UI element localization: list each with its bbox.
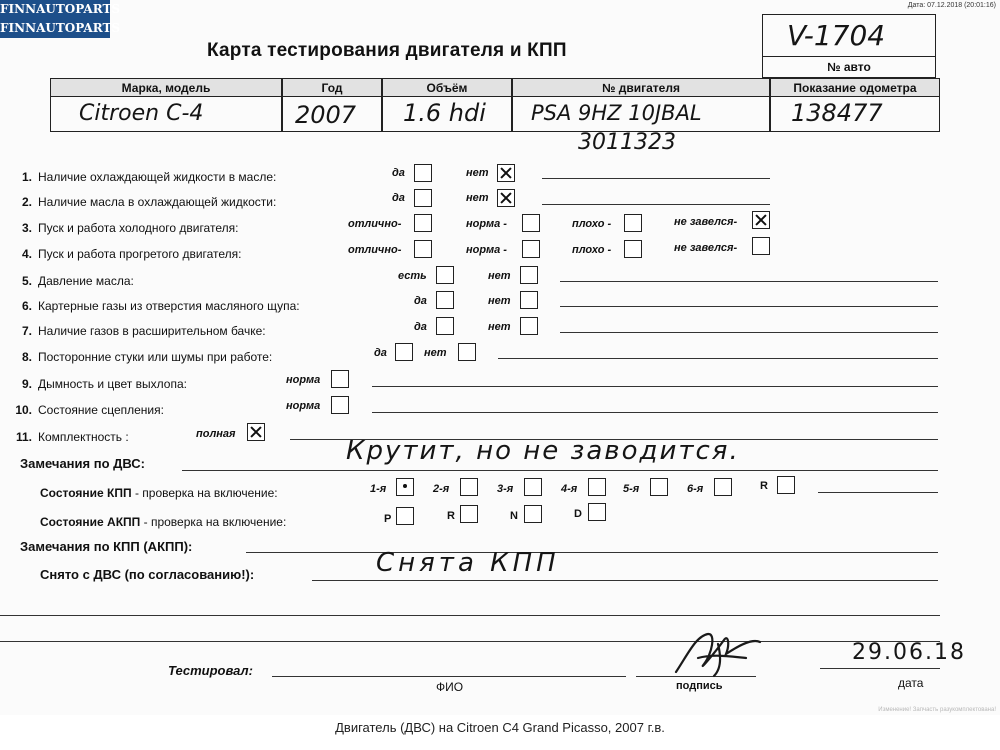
q1-da-checkbox[interactable] (414, 164, 432, 182)
q6-net-label: нет (488, 295, 511, 307)
question-text: Дымность и цвет выхлопа: (38, 377, 187, 391)
q3-ploho-checkbox[interactable] (624, 214, 642, 232)
faint-footer: Изменение! Запчасть разукомплектована! (878, 707, 996, 713)
question-number: 7. (21, 324, 32, 338)
value-engine-number: PSA 9HZ 10JBAL (531, 101, 702, 125)
q3-otlichno-label: отлично- (348, 218, 402, 230)
gear-2-label: 2-я (433, 483, 450, 495)
gear-r-label: R (760, 480, 768, 492)
q4-ne-zavelsya-label: не завелся- (674, 242, 738, 254)
q5-net-checkbox[interactable] (520, 266, 538, 284)
gear-2-checkbox[interactable] (460, 478, 478, 496)
signature-label: подпись (676, 680, 723, 692)
gear-4-checkbox[interactable] (588, 478, 606, 496)
fio-label: ФИО (436, 680, 464, 694)
question-6 (12, 299, 300, 313)
q5-est-checkbox[interactable] (436, 266, 454, 284)
q1-comment-line (542, 178, 770, 179)
stamp-date: Дата: 07.12.2018 (20:01:16) (907, 2, 996, 9)
kpp-comment-line (818, 492, 938, 493)
akpp-d-label: D (574, 508, 582, 520)
tested-label: Тестировал: (168, 663, 253, 678)
kpp-label-rest: - проверка на включение: (131, 486, 278, 500)
q3-norma-checkbox[interactable] (522, 214, 540, 232)
q3-ne-zavelsya-label: не завелся- (674, 216, 738, 228)
q4-norma-label: норма - (466, 244, 507, 256)
q5-est-label: есть (398, 270, 427, 282)
question-text: Комплектность : (38, 430, 129, 444)
q7-da-label: да (414, 321, 427, 333)
question-10 (12, 403, 164, 417)
q9-comment-line (372, 386, 938, 387)
question-text: Наличие охлаждающей жидкости в масле: (38, 170, 277, 184)
q2-da-checkbox[interactable] (414, 189, 432, 207)
cell-engine-number (512, 96, 770, 132)
q3-ne-zavelsya-checkbox[interactable] (752, 211, 770, 229)
q7-net-label: нет (488, 321, 511, 333)
q8-net-checkbox[interactable] (458, 343, 476, 361)
site-logo (0, 0, 121, 38)
auto-number-label: № авто (763, 56, 935, 77)
date-value: 29.06.18 (852, 640, 966, 665)
akpp-label-rest: - проверка на включение: (140, 515, 287, 529)
auto-number-value: V-1704 (787, 19, 886, 52)
question-number: 9. (21, 377, 32, 391)
remarks-engine-value: Крутит, но не заводится. (346, 436, 740, 466)
question-7 (12, 324, 266, 338)
question-3 (12, 221, 238, 235)
q8-comment-line (498, 358, 938, 359)
form-title: Карта тестирования двигателя и КПП (207, 40, 567, 61)
remarks-kpp-label: Замечания по КПП (АКПП): (20, 539, 193, 554)
header-make-model: Марка, модель (50, 78, 282, 97)
gear-3-checkbox[interactable] (524, 478, 542, 496)
q8-net-label: нет (424, 347, 447, 359)
q10-comment-line (372, 412, 938, 413)
auto-number-box (762, 14, 936, 78)
q4-ploho-checkbox[interactable] (624, 240, 642, 258)
q2-da-label: да (392, 192, 405, 204)
q5-net-label: нет (488, 270, 511, 282)
q8-da-label: да (374, 347, 387, 359)
q1-net-checkbox[interactable] (497, 164, 515, 182)
q2-net-label: нет (466, 192, 489, 204)
question-text: Давление масла: (38, 274, 134, 288)
extra-line-2 (0, 641, 940, 642)
q2-comment-line (542, 204, 770, 205)
q1-da-label: да (392, 167, 405, 179)
question-number: 2. (21, 195, 32, 209)
extra-line-1 (0, 615, 940, 616)
q6-comment-line (560, 306, 938, 307)
image-caption: Двигатель (ДВС) на Citroen C4 Grand Picasso, 2007 г.в. (335, 720, 665, 735)
q7-net-checkbox[interactable] (520, 317, 538, 335)
q4-ne-zavelsya-checkbox[interactable] (752, 237, 770, 255)
q5-comment-line (560, 281, 938, 282)
question-number: 6. (21, 299, 32, 313)
akpp-n-checkbox[interactable] (524, 505, 542, 523)
akpp-d-checkbox[interactable] (588, 503, 606, 521)
question-1 (12, 170, 276, 184)
question-text: Картерные газы из отверстия масляного щупа: (38, 299, 300, 313)
value-engine-extra: 3011323 (578, 130, 676, 155)
question-number: 8. (21, 350, 32, 364)
logo-line-2: FINNAUTOPARTS (0, 21, 121, 35)
kpp-check-label (40, 486, 278, 500)
question-2 (12, 195, 276, 209)
akpp-check-label (40, 515, 286, 529)
q11-polnaya-checkbox[interactable] (247, 423, 265, 441)
gear-1-label: 1-я (370, 483, 387, 495)
kpp-label-bold: Состояние КПП (40, 486, 132, 500)
value-odometer: 138477 (791, 99, 883, 127)
value-volume: 1.6 hdi (403, 99, 486, 127)
q7-da-checkbox[interactable] (436, 317, 454, 335)
date-line (820, 668, 940, 669)
fio-line (272, 676, 626, 677)
q11-polnaya-label: полная (196, 428, 236, 440)
q3-otlichno-checkbox[interactable] (414, 214, 432, 232)
q7-comment-line (560, 332, 938, 333)
q9-norma-label: норма (286, 374, 321, 386)
removed-line (312, 580, 938, 581)
cell-year (282, 96, 382, 132)
value-year: 2007 (295, 101, 357, 129)
q1-net-label: нет (466, 167, 489, 179)
akpp-p-label: P (384, 513, 392, 525)
header-odometer: Показание одометра (770, 78, 940, 97)
q3-norma-label: норма - (466, 218, 507, 230)
remarks-engine-line (182, 470, 938, 471)
header-engine-number: № двигателя (512, 78, 770, 97)
akpp-label-bold: Состояние АКПП (40, 515, 141, 529)
question-number: 5. (21, 274, 32, 288)
cell-make-model (50, 96, 282, 132)
cell-volume (382, 96, 512, 132)
q3-ploho-label: плохо - (572, 218, 612, 230)
question-8 (12, 350, 272, 364)
question-number: 11. (15, 430, 32, 444)
q9-norma-checkbox[interactable] (331, 370, 349, 388)
gear-1-checkbox[interactable] (396, 478, 414, 496)
header-volume: Объём (382, 78, 512, 97)
q6-net-checkbox[interactable] (520, 291, 538, 309)
q6-da-checkbox[interactable] (436, 291, 454, 309)
akpp-p-checkbox[interactable] (396, 507, 414, 525)
q6-da-label: да (414, 295, 427, 307)
header-year: Год (282, 78, 382, 97)
question-text: Посторонние стуки или шумы при работе: (38, 350, 273, 364)
question-number: 4. (21, 247, 32, 261)
question-number: 10. (15, 403, 32, 417)
question-9 (12, 377, 187, 391)
question-11 (12, 430, 129, 444)
q4-otlichno-checkbox[interactable] (414, 240, 432, 258)
q4-ploho-label: плохо - (572, 244, 612, 256)
handwritten-signature (668, 624, 768, 684)
gear-r-checkbox[interactable] (777, 476, 795, 494)
q2-net-checkbox[interactable] (497, 189, 515, 207)
akpp-r-checkbox[interactable] (460, 505, 478, 523)
akpp-n-label: N (510, 510, 518, 522)
question-number: 3. (21, 221, 32, 235)
question-text: Пуск и работа прогретого двигателя: (38, 247, 242, 261)
question-4 (12, 247, 242, 261)
gear-6-label: 6-я (687, 483, 704, 495)
question-text: Наличие масла в охлаждающей жидкости: (38, 195, 277, 209)
question-text: Наличие газов в расширительном бачке: (38, 324, 266, 338)
removed-label: Снято с ДВС (по согласованию!): (40, 567, 255, 582)
akpp-r-label: R (447, 510, 455, 522)
gear-5-label: 5-я (623, 483, 640, 495)
q4-norma-checkbox[interactable] (522, 240, 540, 258)
question-text: Состояние сцепления: (38, 403, 164, 417)
q8-da-checkbox[interactable] (395, 343, 413, 361)
date-label: дата (898, 676, 924, 690)
q10-norma-checkbox[interactable] (331, 396, 349, 414)
remarks-engine-label: Замечания по ДВС: (20, 456, 145, 471)
gear-4-label: 4-я (561, 483, 578, 495)
cell-odometer (770, 96, 940, 132)
gear-5-checkbox[interactable] (650, 478, 668, 496)
question-5 (12, 274, 134, 288)
q10-norma-label: норма (286, 400, 321, 412)
value-make-model: Citroen C-4 (79, 101, 204, 126)
logo-line-1: FINNAUTOPARTS (0, 2, 121, 16)
question-text: Пуск и работа холодного двигателя: (38, 221, 239, 235)
q4-otlichno-label: отлично- (348, 244, 402, 256)
gear-3-label: 3-я (497, 483, 514, 495)
removed-value: Снята КПП (376, 548, 560, 578)
gear-6-checkbox[interactable] (714, 478, 732, 496)
remarks-kpp-line (246, 552, 938, 553)
question-number: 1. (21, 170, 32, 184)
